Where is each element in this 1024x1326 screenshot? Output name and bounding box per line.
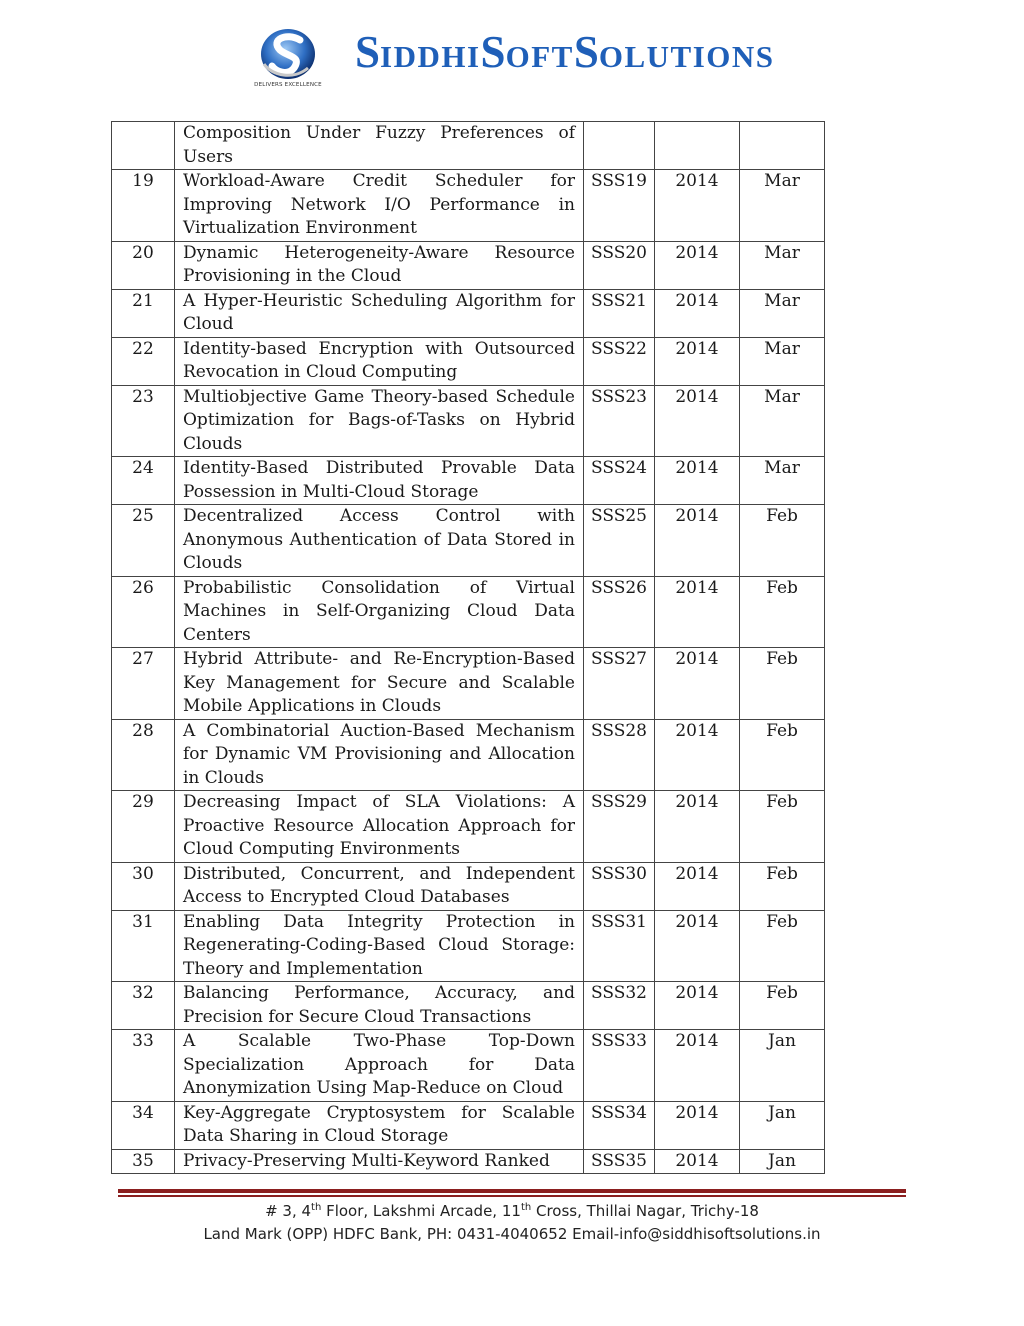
row-code: SSS32 [584, 982, 655, 1030]
footer-divider-thin [118, 1195, 906, 1197]
brand-letter-group: IDDHI [380, 39, 481, 74]
table-row [112, 791, 825, 863]
row-title: Dynamic Heterogeneity-Aware Resource Provisioning in the Cloud [175, 241, 584, 289]
footer-divider-thick [118, 1189, 906, 1193]
row-year: 2014 [655, 862, 740, 910]
row-year: 2014 [655, 289, 740, 337]
row-number: 25 [112, 505, 175, 577]
row-number: 23 [112, 385, 175, 457]
row-year: 2014 [655, 241, 740, 289]
row-code: SSS27 [584, 648, 655, 720]
row-month: Feb [740, 648, 825, 720]
brand-letter-group: S [573, 27, 599, 77]
row-month: Feb [740, 719, 825, 791]
row-month: Feb [740, 862, 825, 910]
row-month: Mar [740, 457, 825, 505]
row-code: SSS20 [584, 241, 655, 289]
row-title: Balancing Performance, Accuracy, and Precision for Secure Cloud Transactions [175, 982, 584, 1030]
row-title: Key-Aggregate Cryptosystem for Scalable Data Sharing in Cloud Storage [175, 1101, 584, 1149]
row-year: 2014 [655, 1101, 740, 1149]
row-title: Distributed, Concurrent, and Independent Access to Encrypted Cloud Databases [175, 862, 584, 910]
row-number: 29 [112, 791, 175, 863]
row-year [655, 122, 740, 170]
row-month: Mar [740, 385, 825, 457]
row-month: Feb [740, 982, 825, 1030]
row-year: 2014 [655, 576, 740, 648]
row-month: Feb [740, 791, 825, 863]
row-title: Composition Under Fuzzy Preferences of Users [175, 122, 584, 170]
row-year: 2014 [655, 170, 740, 242]
footer-address: # 3, 4th Floor, Lakshmi Arcade, 11th Cross, Thillai Nagar, Trichy-18 [265, 1202, 759, 1220]
table-row [112, 1149, 825, 1174]
table-row [112, 241, 825, 289]
row-number: 30 [112, 862, 175, 910]
row-month: Mar [740, 241, 825, 289]
row-title: A Scalable Two-Phase Top-Down Specialization Approach for Data Anonymization Using Map-Reduce on Cloud [175, 1030, 584, 1102]
table-row [112, 122, 825, 170]
row-year: 2014 [655, 385, 740, 457]
row-year: 2014 [655, 982, 740, 1030]
table-row [112, 385, 825, 457]
row-month: Feb [740, 576, 825, 648]
row-title: Hybrid Attribute- and Re-Encryption-Based Key Management for Secure and Scalable Mobile Applications in Clouds [175, 648, 584, 720]
row-year: 2014 [655, 337, 740, 385]
row-number: 26 [112, 576, 175, 648]
row-number: 35 [112, 1149, 175, 1174]
row-code: SSS22 [584, 337, 655, 385]
row-number: 27 [112, 648, 175, 720]
table-row [112, 862, 825, 910]
table-row [112, 170, 825, 242]
row-number: 33 [112, 1030, 175, 1102]
row-title: A Combinatorial Auction-Based Mechanism for Dynamic VM Provisioning and Allocation in Clouds [175, 719, 584, 791]
row-code: SSS29 [584, 791, 655, 863]
company-name [355, 27, 775, 77]
row-code: SSS33 [584, 1030, 655, 1102]
row-year: 2014 [655, 648, 740, 720]
table-row [112, 457, 825, 505]
row-title: Probabilistic Consolidation of Virtual Machines in Self-Organizing Cloud Data Centers [175, 576, 584, 648]
table-row [112, 576, 825, 648]
brand-letter-group: OFT [505, 39, 574, 74]
row-code: SSS34 [584, 1101, 655, 1149]
brand-letter-group: S [355, 27, 381, 77]
row-number: 22 [112, 337, 175, 385]
row-month: Jan [740, 1149, 825, 1174]
page-header [0, 0, 1024, 110]
brand-letter-group: S [480, 27, 506, 77]
row-year: 2014 [655, 791, 740, 863]
row-number: 32 [112, 982, 175, 1030]
row-number: 20 [112, 241, 175, 289]
row-number: 24 [112, 457, 175, 505]
row-code: SSS19 [584, 170, 655, 242]
row-month: Mar [740, 170, 825, 242]
row-code [584, 122, 655, 170]
row-month: Mar [740, 337, 825, 385]
row-number: 34 [112, 1101, 175, 1149]
table-row [112, 719, 825, 791]
row-code: SSS31 [584, 910, 655, 982]
table-row [112, 505, 825, 577]
row-month: Jan [740, 1101, 825, 1149]
project-table [111, 121, 825, 1174]
row-year: 2014 [655, 1149, 740, 1174]
row-title: Decreasing Impact of SLA Violations: A Proactive Resource Allocation Approach for Cloud Computing Environments [175, 791, 584, 863]
table-row [112, 982, 825, 1030]
row-code: SSS23 [584, 385, 655, 457]
row-year: 2014 [655, 719, 740, 791]
row-month: Feb [740, 910, 825, 982]
row-year: 2014 [655, 1030, 740, 1102]
table-row [112, 1030, 825, 1102]
row-title: Enabling Data Integrity Protection in Regenerating-Coding-Based Cloud Storage: Theory and Implementation [175, 910, 584, 982]
row-month: Feb [740, 505, 825, 577]
row-year: 2014 [655, 505, 740, 577]
brand-letter-group: OLUTIONS [598, 39, 775, 74]
row-year: 2014 [655, 457, 740, 505]
table-row [112, 337, 825, 385]
table-row [112, 648, 825, 720]
row-title: Privacy-Preserving Multi-Keyword Ranked [175, 1149, 584, 1174]
row-code: SSS24 [584, 457, 655, 505]
row-number: 19 [112, 170, 175, 242]
footer-contact: Land Mark (OPP) HDFC Bank, PH: 0431-4040652 Email-info@siddhisoftsolutions.in [203, 1225, 821, 1243]
row-number: 31 [112, 910, 175, 982]
row-year: 2014 [655, 910, 740, 982]
row-title: Decentralized Access Control with Anonymous Authentication of Data Stored in Clouds [175, 505, 584, 577]
table-row [112, 289, 825, 337]
logo-caption: DELIVERS EXCELLENCE [254, 82, 322, 88]
row-number [112, 122, 175, 170]
row-title: Identity-based Encryption with Outsourced Revocation in Cloud Computing [175, 337, 584, 385]
row-title: Workload-Aware Credit Scheduler for Improving Network I/O Performance in Virtualization Environment [175, 170, 584, 242]
row-month: Mar [740, 289, 825, 337]
row-number: 28 [112, 719, 175, 791]
table-row [112, 910, 825, 982]
row-title: Multiobjective Game Theory-based Schedule Optimization for Bags-of-Tasks on Hybrid Clouds [175, 385, 584, 457]
row-code: SSS26 [584, 576, 655, 648]
row-code: SSS21 [584, 289, 655, 337]
row-number: 21 [112, 289, 175, 337]
row-title: A Hyper-Heuristic Scheduling Algorithm for Cloud [175, 289, 584, 337]
row-code: SSS30 [584, 862, 655, 910]
row-code: SSS28 [584, 719, 655, 791]
row-code: SSS35 [584, 1149, 655, 1174]
row-month: Jan [740, 1030, 825, 1102]
table-row [112, 1101, 825, 1149]
row-code: SSS25 [584, 505, 655, 577]
row-month [740, 122, 825, 170]
row-title: Identity-Based Distributed Provable Data Possession in Multi-Cloud Storage [175, 457, 584, 505]
